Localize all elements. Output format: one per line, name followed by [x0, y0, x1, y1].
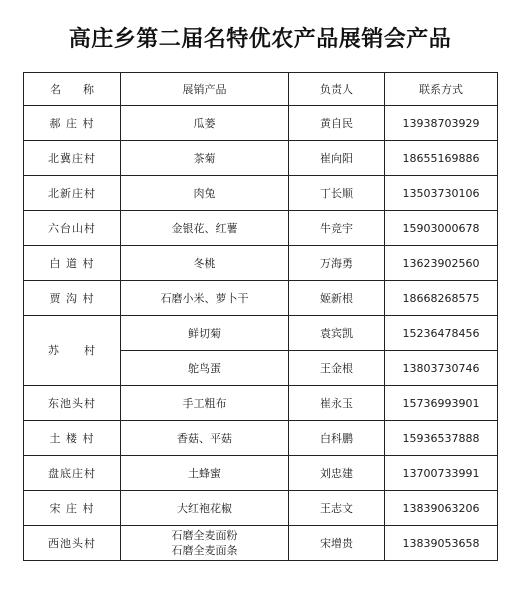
village-cell: 宋 庄 村 [24, 491, 121, 526]
product-cell: 冬桃 [121, 246, 289, 281]
table-header-row [24, 73, 498, 106]
contact-cell: 刘忠建 [289, 456, 385, 491]
header-phone: 联系方式 [385, 73, 498, 106]
phone-cell: 13839063206 [385, 491, 498, 526]
village-cell: 土 楼 村 [24, 421, 121, 456]
contact-cell: 王金根 [289, 351, 385, 386]
product-cell: 茶菊 [121, 141, 289, 176]
village-cell: 盘底庄村 [24, 456, 121, 491]
phone-cell: 13938703929 [385, 106, 498, 141]
contact-cell: 宋增贵 [289, 526, 385, 561]
product-cell: 土蜂蜜 [121, 456, 289, 491]
phone-cell: 15236478456 [385, 316, 498, 351]
product-cell: 金银花、红薯 [121, 211, 289, 246]
contact-cell: 姬新根 [289, 281, 385, 316]
phone-cell: 15936537888 [385, 421, 498, 456]
village-cell: 西池头村 [24, 526, 121, 561]
table-row [24, 211, 498, 246]
table-row [24, 176, 498, 211]
contact-cell: 袁宾凯 [289, 316, 385, 351]
contact-cell: 白科鹏 [289, 421, 385, 456]
contact-cell: 万海勇 [289, 246, 385, 281]
product-cell: 瓜蒌 [121, 106, 289, 141]
product-cell: 鲜切菊 [121, 316, 289, 351]
village-cell: 贾 沟 村 [24, 281, 121, 316]
village-cell: 郝 庄 村 [24, 106, 121, 141]
table-row [24, 386, 498, 421]
contact-cell: 丁长顺 [289, 176, 385, 211]
phone-cell: 13700733991 [385, 456, 498, 491]
table-row [24, 141, 498, 176]
table-row [24, 246, 498, 281]
phone-cell: 15903000678 [385, 211, 498, 246]
phone-cell: 13839053658 [385, 526, 498, 561]
village-cell: 苏 村 [24, 316, 121, 386]
product-cell: 大红袍花椒 [121, 491, 289, 526]
header-product: 展销产品 [121, 73, 289, 106]
product-cell: 肉兔 [121, 176, 289, 211]
header-contact: 负责人 [289, 73, 385, 106]
village-cell: 东池头村 [24, 386, 121, 421]
product-cell: 石磨小米、萝卜干 [121, 281, 289, 316]
product-cell [121, 526, 289, 561]
table-row [24, 456, 498, 491]
header-name: 名 称 [24, 73, 121, 106]
phone-cell: 13803730746 [385, 351, 498, 386]
phone-cell: 18655169886 [385, 141, 498, 176]
contact-cell: 崔永玉 [289, 386, 385, 421]
village-cell: 北新庄村 [24, 176, 121, 211]
table-row [24, 526, 498, 561]
contact-cell: 黄自民 [289, 106, 385, 141]
product-line: 石磨全麦面粉 [171, 529, 238, 542]
contact-cell: 牛竞宇 [289, 211, 385, 246]
product-cell: 香菇、平菇 [121, 421, 289, 456]
contact-cell: 崔向阳 [289, 141, 385, 176]
phone-cell: 13503730106 [385, 176, 498, 211]
table-row [24, 106, 498, 141]
village-cell: 北冀庄村 [24, 141, 121, 176]
table-row [24, 316, 498, 351]
product-cell: 鸵鸟蛋 [121, 351, 289, 386]
product-line: 石磨全麦面条 [171, 544, 238, 557]
product-cell: 手工粗布 [121, 386, 289, 421]
table-row [24, 281, 498, 316]
village-cell: 六台山村 [24, 211, 121, 246]
product-table [23, 72, 498, 561]
phone-cell: 13623902560 [385, 246, 498, 281]
page-title: 高庄乡第二届名特优农产品展销会产品 [68, 26, 452, 52]
village-cell: 白 道 村 [24, 246, 121, 281]
contact-cell: 王志文 [289, 491, 385, 526]
table-row [24, 421, 498, 456]
phone-cell: 18668268575 [385, 281, 498, 316]
table-row [24, 491, 498, 526]
phone-cell: 15736993901 [385, 386, 498, 421]
